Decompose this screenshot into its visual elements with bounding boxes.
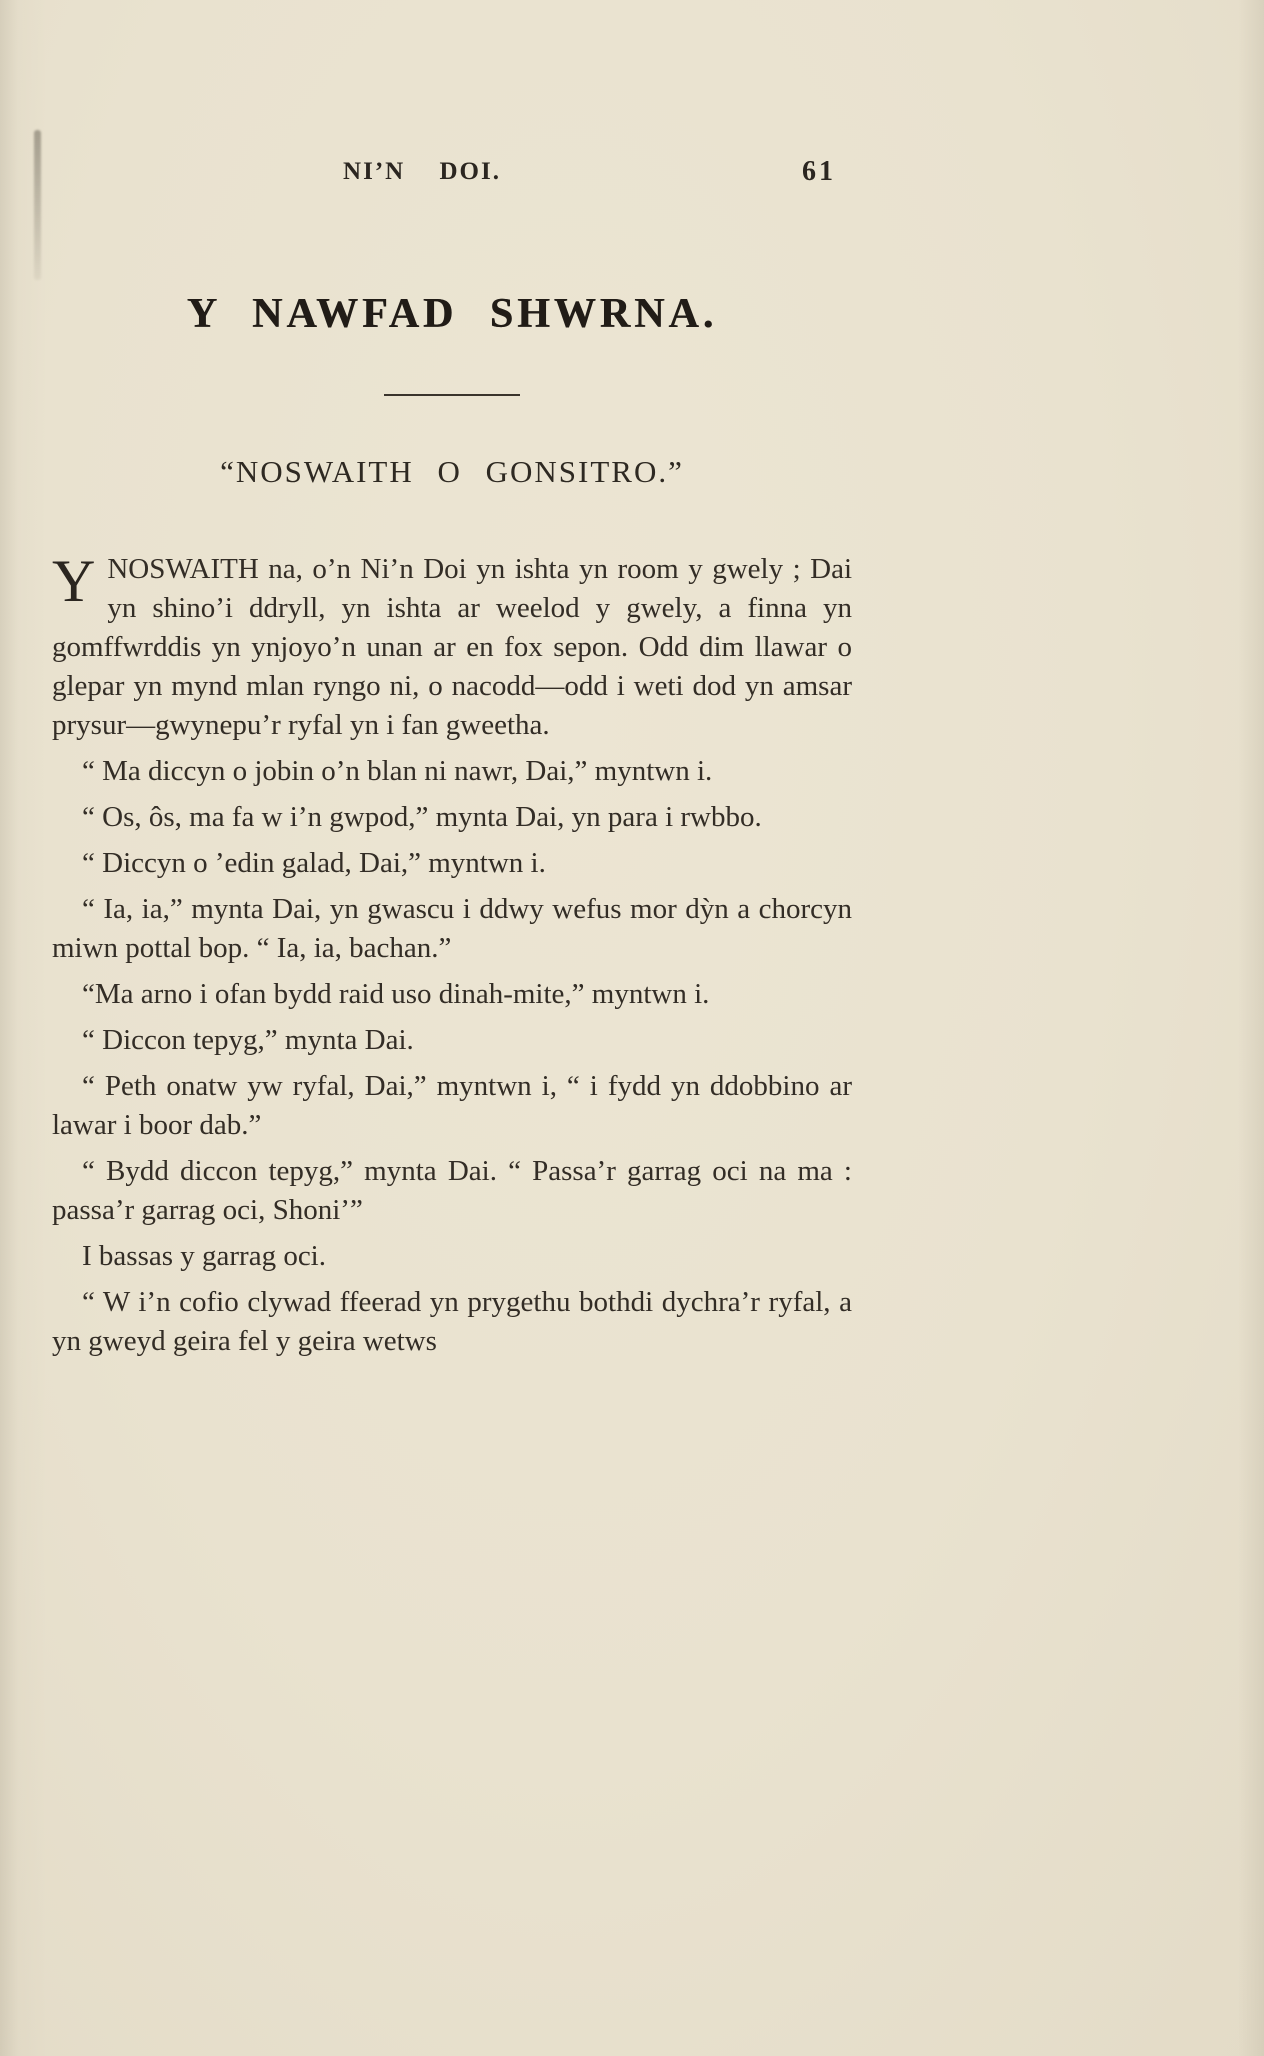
paragraph: “ Ia, ia,” mynta Dai, yn gwascu i ddwy wefus mor dỳn a chorcyn miwn pottal bop. “ Ia, ia, bachan.” [52, 893, 852, 964]
paragraph: I bassas y garrag oci. [82, 1240, 326, 1272]
paragraph: “ Peth onatw yw ryfal, Dai,” myntwn i, “ i fydd yn ddobbino ar lawar i boor dab.” [52, 1070, 852, 1141]
paragraph-text: NOSWAITH na, o’n Ni’n Doi yn ishta yn room y gwely ; Dai yn shino’i ddryll, yn ishta ar weelod y gwely, a finna yn gomffwrddis yn ynjoyo’n unan ar en fox sepon. Odd dim llawar o glepar yn mynd mlan ryngo ni, o nacodd—odd i weti dod yn amsar prysur—gwynepu’r ryfal yn i fan gweetha. [52, 553, 852, 741]
paragraph: “ Ma diccyn o jobin o’n blan ni nawr, Dai,” myntwn i. [82, 755, 713, 787]
running-title: NI’N DOI. [343, 158, 501, 185]
paragraph: “ Diccon tepyg,” mynta Dai. [82, 1024, 414, 1056]
drop-cap: Y [52, 548, 96, 614]
paragraph [52, 550, 852, 745]
paragraph: “ Diccyn o ’edin galad, Dai,” myntwn i. [82, 847, 546, 879]
section-divider [384, 394, 520, 396]
paragraph: “Ma arno i ofan bydd raid uso dinah-mite,” myntwn i. [82, 978, 710, 1010]
page-header [52, 158, 852, 192]
paragraph: “ Bydd diccon tepyg,” mynta Dai. “ Passa’r garrag oci na ma : passa’r garrag oci, Shoni’” [52, 1155, 852, 1226]
paragraph: “ W i’n cofio clywad ffeerad yn prygethu bothdi dychra’r ryfal, a yn gweyd geira fel y geira wetws [52, 1286, 852, 1357]
page-content [52, 0, 852, 1361]
story-subtitle: “NOSWAITH O GONSITRO.” [220, 454, 684, 489]
story-body [52, 550, 852, 1361]
paragraph: “ Os, ôs, ma fa w i’n gwpod,” mynta Dai, yn para i rwbbo. [82, 801, 762, 833]
chapter-title: Y NAWFAD SHWRNA. [186, 291, 718, 337]
page-number: 61 [802, 156, 836, 187]
